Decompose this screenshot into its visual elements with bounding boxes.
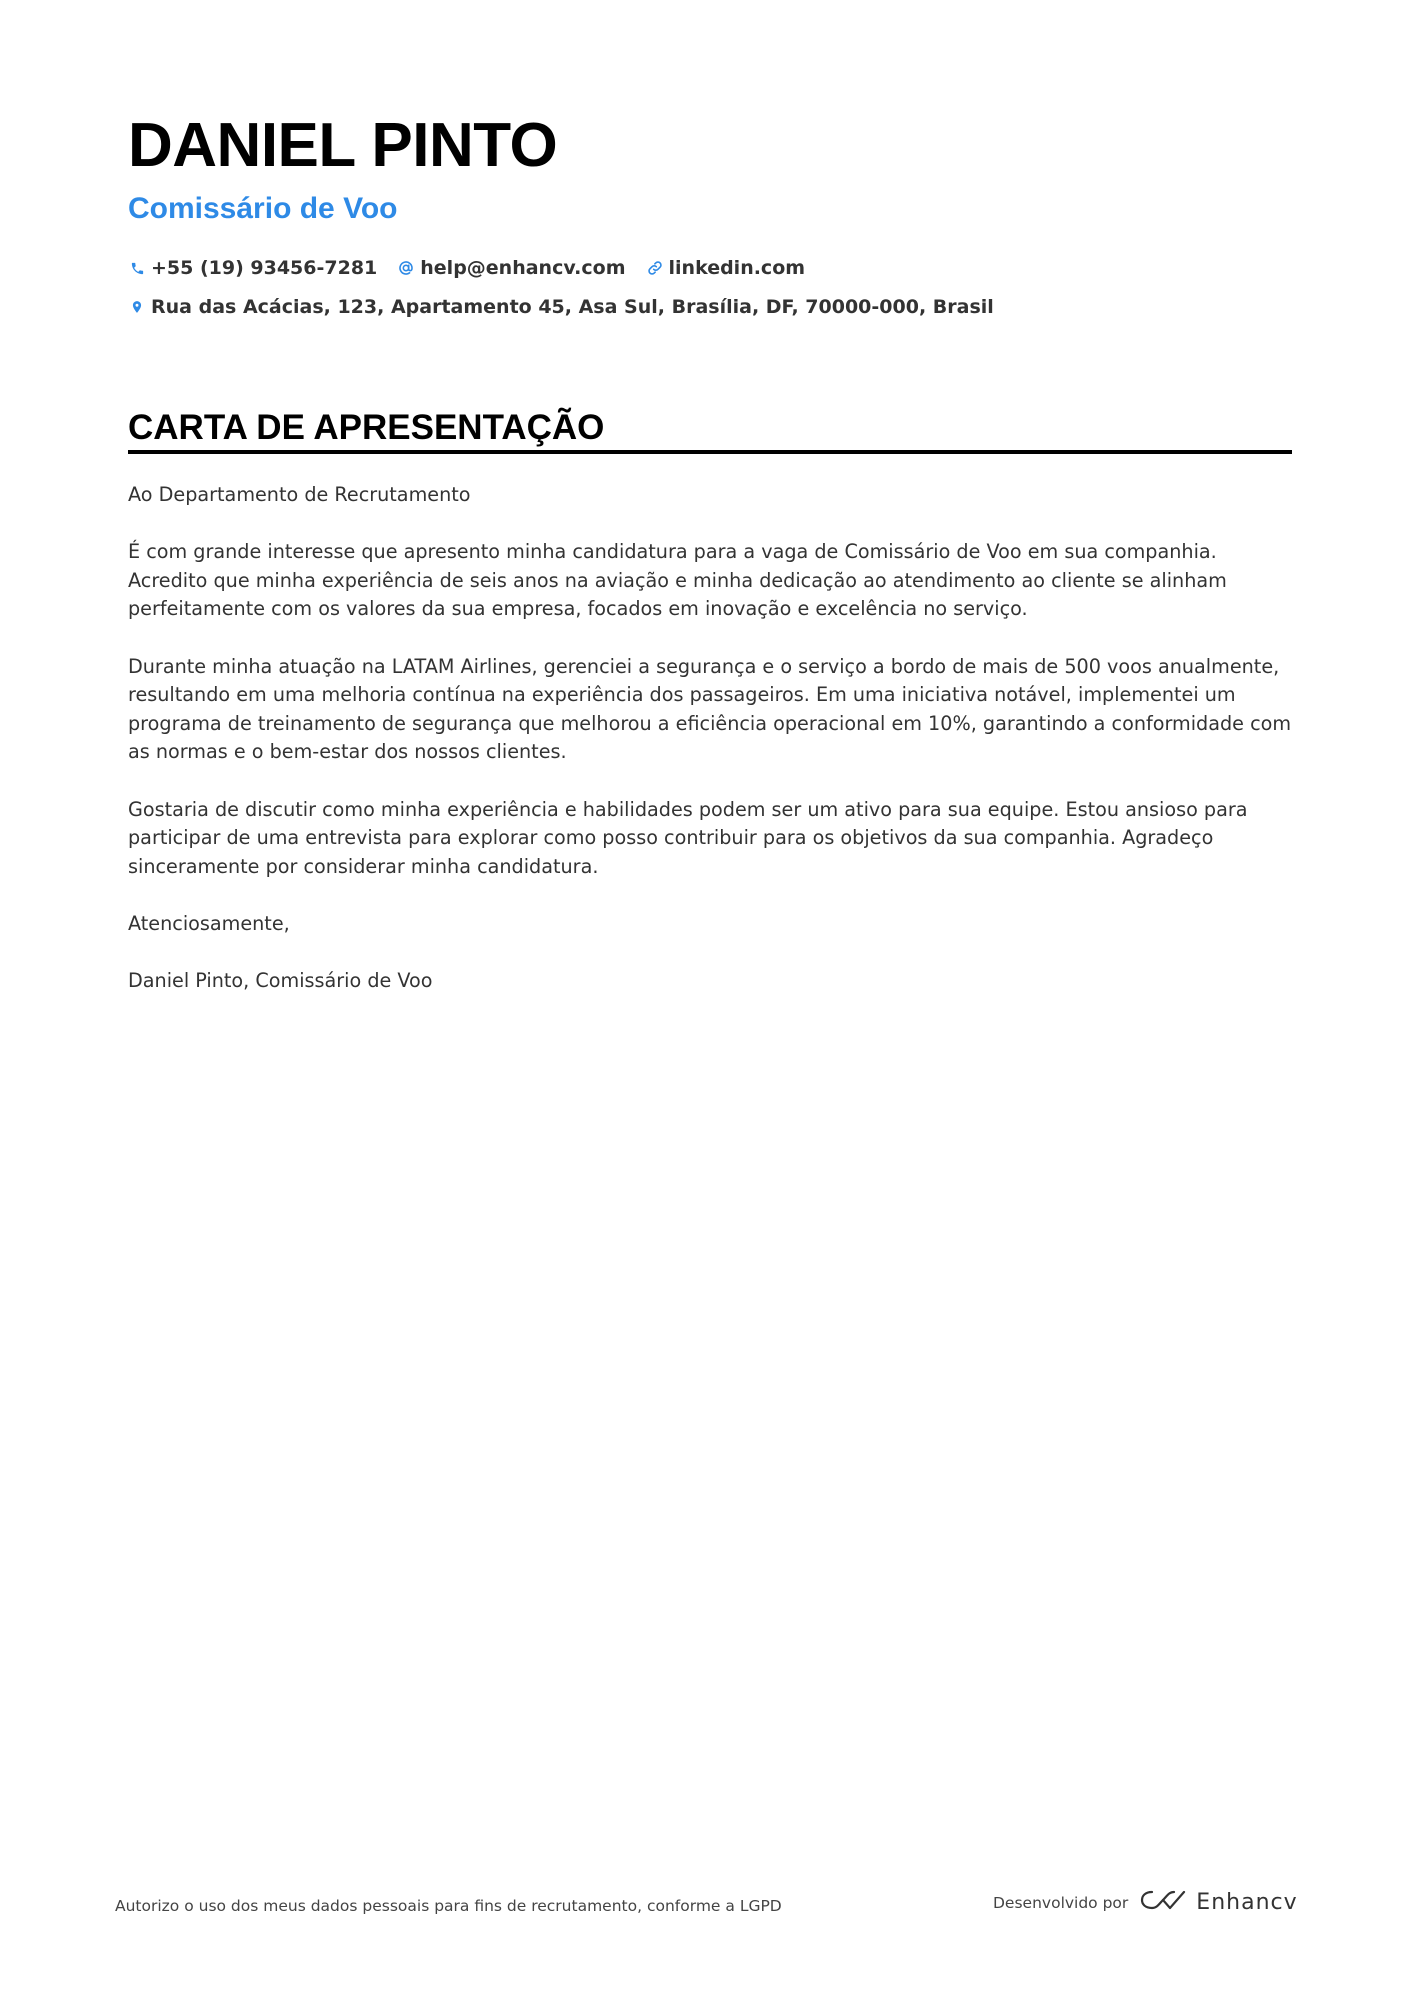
powered-by-label: Desenvolvido por	[993, 1893, 1129, 1912]
location-pin-icon	[128, 298, 146, 316]
at-icon	[397, 259, 415, 277]
contact-address	[128, 294, 994, 320]
contact-linkedin[interactable]	[646, 255, 806, 281]
signature: Daniel Pinto, Comissário de Voo	[128, 969, 433, 993]
linkedin-text[interactable]: linkedin.com	[668, 257, 806, 279]
job-title: Comissário de Voo	[128, 192, 398, 225]
brand-name: Enhancv	[1196, 1890, 1298, 1915]
letter-paragraph: Durante minha atuação na LATAM Airlines, gerenciei a segurança e o serviço a bordo de mais de 500 voos anualmente, resultando em uma melhoria contínua na experiência dos passageiros. Em uma iniciativa notável, implementei um programa de treinamento de segurança que melhorou a eficiência operacional em 10%, garantindo a conformidade com as normas e o bem-estar dos nossos clientes.	[128, 654, 1292, 764]
salutation: Ao Departamento de Recrutamento	[128, 483, 471, 506]
address-row	[128, 294, 1014, 320]
consent-text: Autorizo o uso dos meus dados pessoais para fins de recrutamento, conforme a LGPD	[115, 1897, 782, 1915]
closing: Atenciosamente,	[128, 911, 290, 935]
phone-icon	[128, 259, 146, 277]
letter-paragraph: Gostaria de discutir como minha experiência e habilidades podem ser um ativo para sua equipe. Estou ansioso para participar de uma entrevista para explorar como posso contribuir para os objetivos da sua companhia. Agradeço sinceramente por considerar minha candidatura.	[128, 797, 1248, 878]
email-text[interactable]: help@enhancv.com	[420, 257, 626, 279]
address-text: Rua das Acácias, 123, Apartamento 45, Asa Sul, Brasília, DF, 70000-000, Brasil	[151, 296, 994, 318]
candidate-name: DANIEL PINTO	[128, 111, 558, 180]
letter-paragraph: É com grande interesse que apresento minha candidatura para a vaga de Comissário de Voo em sua companhia. Acredito que minha experiência de seis anos na aviação e minha dedicação ao atendimento ao cliente se alinham perfeitamente com os valores da sua empresa, focados em inovação e excelência no serviço.	[128, 540, 1227, 621]
phone-text: +55 (19) 93456-7281	[151, 257, 378, 279]
section-title: CARTA DE APRESENTAÇÃO	[128, 406, 1292, 454]
contact-row	[128, 255, 825, 281]
link-icon	[646, 259, 664, 277]
powered-by	[993, 1888, 1298, 1917]
enhancv-logo-icon	[1140, 1888, 1186, 1917]
contact-phone	[128, 255, 377, 281]
cover-letter-page	[128, 0, 1292, 1995]
contact-email[interactable]	[397, 255, 625, 281]
letter-body	[128, 481, 1298, 1024]
